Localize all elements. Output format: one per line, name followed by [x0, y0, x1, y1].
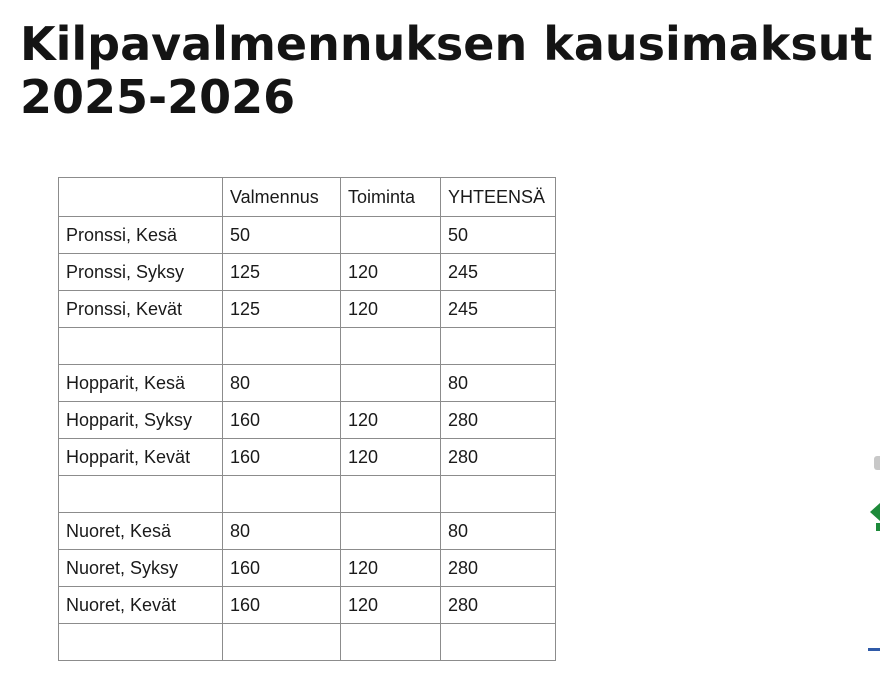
row-label — [59, 476, 223, 513]
cell-yhteensa: 280 — [441, 439, 556, 476]
table-row-empty — [59, 624, 556, 661]
cell-valmennus: 160 — [223, 402, 341, 439]
cell-yhteensa — [441, 624, 556, 661]
cell-yhteensa — [441, 328, 556, 365]
cell-valmennus: 125 — [223, 291, 341, 328]
table-row — [59, 513, 556, 550]
edge-decoration-grey — [874, 456, 880, 470]
cell-yhteensa: 245 — [441, 254, 556, 291]
page-title-line-1: Kilpavalmennuksen kausimaksut — [20, 17, 873, 71]
cell-valmennus — [223, 328, 341, 365]
edge-decoration-blue — [868, 648, 880, 651]
header-cell-yhteensa: YHTEENSÄ — [441, 178, 556, 217]
row-label — [59, 624, 223, 661]
table-row — [59, 291, 556, 328]
cell-yhteensa: 80 — [441, 513, 556, 550]
cell-toiminta — [341, 513, 441, 550]
table-row — [59, 254, 556, 291]
cell-valmennus: 80 — [223, 513, 341, 550]
cell-valmennus: 125 — [223, 254, 341, 291]
cell-yhteensa: 245 — [441, 291, 556, 328]
cell-toiminta — [341, 624, 441, 661]
header-cell — [59, 178, 223, 217]
cell-yhteensa — [441, 476, 556, 513]
row-label: Hopparit, Kesä — [59, 365, 223, 402]
cell-toiminta: 120 — [341, 439, 441, 476]
table-row-empty — [59, 328, 556, 365]
row-label: Nuoret, Kevät — [59, 587, 223, 624]
table-row — [59, 217, 556, 254]
table-row — [59, 365, 556, 402]
cell-toiminta: 120 — [341, 587, 441, 624]
cell-yhteensa: 280 — [441, 550, 556, 587]
row-label: Nuoret, Syksy — [59, 550, 223, 587]
cell-valmennus — [223, 476, 341, 513]
cell-yhteensa: 280 — [441, 402, 556, 439]
row-label — [59, 328, 223, 365]
table-header-row — [59, 178, 556, 217]
cell-yhteensa: 80 — [441, 365, 556, 402]
cell-valmennus: 160 — [223, 550, 341, 587]
cell-toiminta — [341, 365, 441, 402]
table-row — [59, 587, 556, 624]
table-row — [59, 439, 556, 476]
cell-valmennus: 80 — [223, 365, 341, 402]
table-row — [59, 402, 556, 439]
cell-toiminta: 120 — [341, 550, 441, 587]
cell-valmennus: 160 — [223, 587, 341, 624]
cell-valmennus: 160 — [223, 439, 341, 476]
cell-valmennus — [223, 624, 341, 661]
cell-toiminta — [341, 328, 441, 365]
table-row-empty — [59, 476, 556, 513]
cell-yhteensa: 280 — [441, 587, 556, 624]
row-label: Pronssi, Kevät — [59, 291, 223, 328]
row-label: Pronssi, Syksy — [59, 254, 223, 291]
edge-decoration-green — [870, 503, 880, 521]
header-cell-valmennus: Valmennus — [223, 178, 341, 217]
edge-decoration-green-stem — [876, 523, 880, 531]
cell-toiminta: 120 — [341, 254, 441, 291]
cell-toiminta: 120 — [341, 402, 441, 439]
fee-table — [58, 177, 556, 661]
page-title-line-2: 2025-2026 — [20, 70, 296, 124]
cell-toiminta — [341, 476, 441, 513]
cell-valmennus: 50 — [223, 217, 341, 254]
table-row — [59, 550, 556, 587]
header-cell-toiminta: Toiminta — [341, 178, 441, 217]
row-label: Nuoret, Kesä — [59, 513, 223, 550]
cell-toiminta — [341, 217, 441, 254]
page-title — [20, 18, 872, 124]
cell-yhteensa: 50 — [441, 217, 556, 254]
cell-toiminta: 120 — [341, 291, 441, 328]
row-label: Pronssi, Kesä — [59, 217, 223, 254]
row-label: Hopparit, Syksy — [59, 402, 223, 439]
row-label: Hopparit, Kevät — [59, 439, 223, 476]
